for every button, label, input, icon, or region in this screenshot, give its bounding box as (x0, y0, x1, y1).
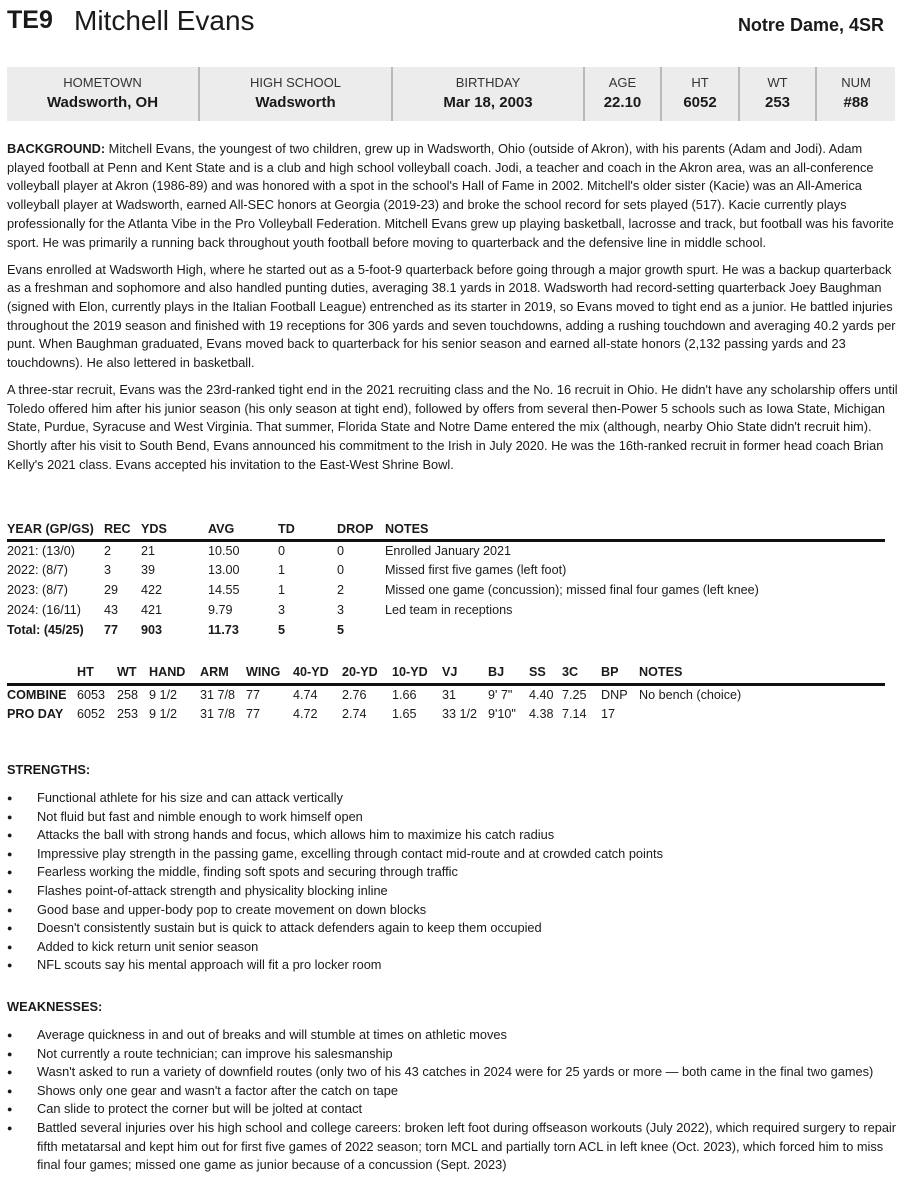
table-cell: 43 (104, 603, 119, 617)
table-cell: 2023: (8/7) (7, 583, 68, 597)
weaknesses-list (7, 1026, 900, 1175)
list-item: ● Doesn't consistently sustain but is quick to attack defenders again to keep them occupied (7, 919, 900, 938)
table-cell: 11.73 (208, 623, 239, 637)
column-header: WING (246, 662, 293, 684)
bio-label: HIGH SCHOOL (249, 75, 341, 90)
table-cell: 903 (141, 623, 163, 637)
background-heading: BACKGROUND: (7, 141, 106, 156)
table-cell (639, 704, 885, 724)
table-cell: 6053 (77, 687, 106, 702)
column-header: NOTES (639, 662, 885, 684)
table-cell: 3 (337, 603, 345, 617)
table-cell: 2021: (13/0) (7, 543, 75, 558)
table-cell: 9'10" (488, 707, 516, 721)
table-cell: 29 (104, 583, 119, 597)
list-item: ● Battled several injuries over his high school and college careers: broken left foot during offseason workouts (July 2022), which required surgery to repair fifth metatarsal and kept him out for first five games of 2022 season; torn MCL and partially torn ACL in left knee (Oct. 2023), which forced him to miss final four games; missed one game as junior because of a concussion (Sept. 2023) (7, 1119, 900, 1175)
column-header: BP (601, 662, 639, 684)
column-header: REC (104, 520, 141, 540)
row-label: COMBINE (7, 687, 67, 702)
bio-label: AGE (608, 75, 637, 90)
list-item: ● Functional athlete for his size and can attack vertically (7, 789, 900, 808)
background-paragraph (7, 140, 900, 252)
table-cell: 1.66 (392, 687, 417, 702)
table-cell: 14.55 (208, 583, 240, 597)
strengths-list (7, 789, 900, 975)
table-cell: 4.40 (529, 687, 554, 702)
list-item: ● Average quickness in and out of breaks and will stumble at times on athletic moves (7, 1026, 900, 1045)
table-cell: Missed one game (concussion); missed final four games (left knee) (385, 583, 759, 597)
table-cell: Total: (45/25) (7, 623, 84, 637)
table-cell: 0 (337, 543, 345, 558)
bio-number (817, 67, 895, 121)
table-cell: 253 (117, 707, 139, 721)
table-cell: 31 (442, 687, 457, 702)
bio-birthday (393, 67, 585, 121)
bio-high-school (200, 67, 393, 121)
bio-height (662, 67, 740, 121)
table-cell: 77 (246, 687, 261, 702)
table-cell: 5 (337, 623, 345, 637)
list-item: ● Can slide to protect the corner but will be jolted at contact (7, 1100, 900, 1119)
bio-hometown (7, 67, 200, 121)
table-header-row (7, 520, 885, 540)
table-cell: 2.76 (342, 687, 367, 702)
bio-label: HOMETOWN (63, 75, 142, 90)
list-item: ● NFL scouts say his mental approach will fit a pro locker room (7, 956, 900, 975)
table-cell: 4.74 (293, 687, 318, 702)
table-cell: 7.14 (562, 707, 587, 721)
table-row (7, 704, 885, 724)
table-cell: 77 (246, 707, 261, 721)
list-item: ● Good base and upper-body pop to create movement on down blocks (7, 901, 900, 920)
bio-label: NUM (841, 75, 871, 90)
table-row (7, 684, 885, 704)
column-header: 10-YD (392, 662, 442, 684)
table-cell: 2022: (8/7) (7, 563, 68, 577)
table-cell: 0 (337, 563, 345, 577)
column-header: VJ (442, 662, 488, 684)
column-header: HT (77, 662, 117, 684)
table-cell (385, 620, 885, 640)
list-item: ● Impressive play strength in the passing game, excelling through contact mid-route and at crowded catch points (7, 845, 900, 864)
table-cell: Enrolled January 2021 (385, 543, 512, 558)
column-header: SS (529, 662, 562, 684)
background-section (7, 140, 900, 483)
table-cell: DNP (601, 687, 628, 702)
table-total-row (7, 620, 885, 640)
table-cell: 2.74 (342, 707, 367, 721)
strengths-title: STRENGTHS: (7, 762, 91, 777)
weaknesses-title: WEAKNESSES: (7, 999, 103, 1014)
column-header: HAND (149, 662, 200, 684)
table-cell: 21 (141, 543, 156, 558)
table-cell: 10.50 (208, 543, 240, 558)
column-header: 3C (562, 662, 601, 684)
table-row (7, 580, 885, 600)
bio-value: Wadsworth (255, 94, 336, 111)
column-header: TD (278, 520, 337, 540)
bio-value: 253 (764, 94, 791, 111)
combine-table (7, 662, 885, 724)
table-cell: 3 (278, 603, 286, 617)
bio-label: HT (691, 75, 709, 90)
table-cell: 421 (141, 603, 163, 617)
column-header: AVG (208, 520, 278, 540)
column-header: 20-YD (342, 662, 392, 684)
table-cell: 2 (337, 583, 345, 597)
table-cell: 4.72 (293, 707, 318, 721)
column-header: ARM (200, 662, 246, 684)
bio-label: WT (767, 75, 788, 90)
bio-value: 22.10 (603, 94, 642, 111)
background-text: Mitchell Evans, the youngest of two children, grew up in Wadsworth, Ohio (outside of Akron), with his parents (Adam and Jodi). Adam played football at Penn and Kent State and is a club and high school volleyball coach. Jodi, a teacher and coach in the Akron area, was an all-conference volleyball player at Akron (1986-89) and was honored with a spot in the school's Hall of Fame in 2002. Mitchell's older sister (Kacie) was an All-America volleyball player at Wadsworth, earned All-SEC honors at Georgia (2019-23) and broke the school record for sets played (517). Kacie currently plays professionally for the Atlanta Vibe in the Pro Volleyball Federation. Mitchell Evans grew up playing basketball, lacrosse and track, but football was his favorite sport. He was primarily a running back throughout youth football before moving to quarterback and the defensive line in middle school. (7, 141, 894, 250)
list-item: ● Wasn't asked to run a variety of downfield routes (only two of his 43 catches in 2024 were for 25 yards or more — both came in the final two games) (7, 1063, 900, 1082)
table-cell: 39 (141, 563, 156, 577)
table-cell: 2 (104, 543, 112, 558)
table-cell: 258 (117, 687, 139, 702)
table-row (7, 540, 885, 560)
table-cell: 9.79 (208, 603, 233, 617)
column-header: 40-YD (293, 662, 342, 684)
table-cell: 1 (278, 563, 286, 577)
table-cell: Led team in receptions (385, 603, 513, 617)
table-cell: 31 7/8 (200, 707, 236, 721)
column-header: WT (117, 662, 149, 684)
table-cell: 5 (278, 623, 286, 637)
list-item: ● Attacks the ball with strong hands and focus, which allows him to maximize his catch radius (7, 826, 900, 845)
list-item: ● Flashes point-of-attack strength and physicality blocking inline (7, 882, 900, 901)
table-cell: 7.25 (562, 687, 587, 702)
table-cell: Missed first five games (left foot) (385, 563, 567, 577)
table-cell: 4.38 (529, 707, 554, 721)
table-cell: 1 (278, 583, 286, 597)
bio-value: Mar 18, 2003 (443, 94, 533, 111)
player-header (7, 2, 887, 42)
bio-value: Wadsworth, OH (46, 94, 159, 111)
table-cell: 6052 (77, 707, 106, 721)
column-header: DROP (337, 520, 385, 540)
school-class: Notre Dame, 4SR (737, 15, 884, 35)
table-cell: 17 (601, 707, 616, 721)
table-header-row (7, 662, 885, 684)
list-item: ● Added to kick return unit senior season (7, 938, 900, 957)
table-cell: 1.65 (392, 707, 417, 721)
table-row (7, 600, 885, 620)
table-cell: 3 (104, 563, 112, 577)
column-header: YEAR (GP/GS) (7, 520, 104, 540)
bio-weight (740, 67, 817, 121)
table-cell: 9' 7" (488, 687, 513, 702)
position-rank: TE9 (7, 6, 53, 34)
background-paragraph: A three-star recruit, Evans was the 23rd-ranked tight end in the 2021 recruiting class and the No. 16 recruit in Ohio. He didn't have any scholarship offers until Toledo offered him after his junior season (his only season at tight end), followed by offers from several then-Power 5 schools such as Iowa State, Michigan State, Purdue, Syracuse and West Virginia. That summer, Florida State and Notre Dame entered the mix (although, nearby Ohio State didn't recruit him). Shortly after his visit to South Bend, Evans announced his commitment to the Irish in July 2020. He was the 16th-ranked recruit in former head coach Brian Kelly's 2021 class. Evans accepted his invitation to the East-West Shrine Bowl. (7, 382, 898, 472)
list-item: ● Fearless working the middle, finding soft spots and securing through traffic (7, 863, 900, 882)
table-cell: 31 7/8 (200, 687, 236, 702)
player-name: Mitchell Evans (74, 5, 255, 36)
column-header: BJ (488, 662, 529, 684)
table-cell: 2024: (16/11) (7, 603, 81, 617)
table-cell: 33 1/2 (442, 707, 478, 721)
column-header: NOTES (385, 520, 885, 540)
bio-label: BIRTHDAY (455, 75, 521, 90)
table-cell: 13.00 (208, 563, 240, 577)
table-cell: 9 1/2 (149, 707, 178, 721)
table-cell: 9 1/2 (149, 687, 178, 702)
bio-value: #88 (843, 94, 869, 111)
row-label: PRO DAY (7, 707, 64, 721)
bio-value: 6052 (683, 94, 717, 111)
bio-age (585, 67, 662, 121)
background-paragraph: Evans enrolled at Wadsworth High, where he started out as a 5-foot-9 quarterback before going through a major growth spurt. He was a backup quarterback as a freshman and sophomore and also handled punting duties, averaging 38.1 yards in 2018. Wadsworth had record-setting quarterback Joey Baughman (signed with Elon, currently plays in the Italian Football League) entrenched as its starter in 2019, so Evans moved to tight end as a junior. He battled injuries throughout the 2019 season and finished with 19 receptions for 306 yards and seven touchdowns, adding a rushing touchdown and averaging 40.2 yards per punt. When Baughman graduated, Evans moved back to quarterback for his senior season and earned all-state honors (2,132 passing yards and 23 touchdowns). He also lettered in basketball. (7, 261, 896, 371)
column-header: YDS (141, 520, 208, 540)
list-item: ● Not fluid but fast and nimble enough to work himself open (7, 808, 900, 827)
bio-bar (7, 67, 895, 121)
table-cell: 0 (278, 543, 286, 558)
table-row (7, 560, 885, 580)
table-cell: 422 (141, 583, 163, 597)
table-cell: No bench (choice) (639, 687, 742, 702)
college-stats-table (7, 520, 885, 640)
list-item: ● Shows only one gear and wasn't a factor after the catch on tape (7, 1082, 900, 1101)
list-item: ● Not currently a route technician; can improve his salesmanship (7, 1045, 900, 1064)
column-header (7, 662, 77, 684)
table-cell: 77 (104, 623, 119, 637)
